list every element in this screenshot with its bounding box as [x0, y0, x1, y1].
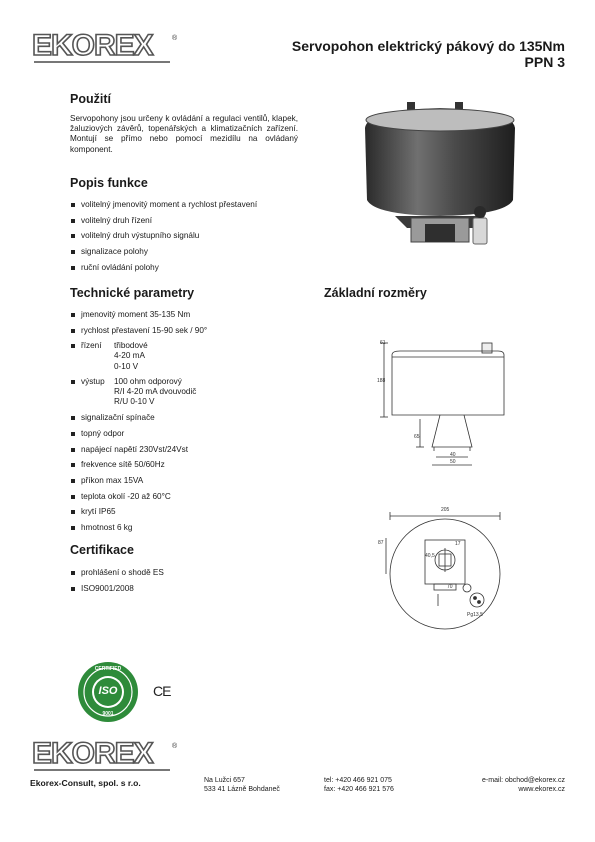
top-dim-width: 205: [441, 507, 450, 513]
side-dim-40: 40: [450, 452, 456, 458]
tech-output-value: R/I 4-20 mA dvouvodič: [114, 387, 197, 397]
footer-logo-text: EKOREX: [32, 737, 153, 770]
side-dim-188: 188: [377, 378, 386, 384]
header-logo-registered: ®: [172, 35, 178, 42]
tech-item-speed: rychlost přestavení 15-90 sek / 90°: [70, 326, 310, 336]
footer-contact: [482, 776, 565, 794]
tech-item: příkon max 15VA: [70, 476, 310, 486]
footer-address-line2: 533 41 Lázně Bohdaneč: [204, 786, 280, 793]
page-title: [292, 38, 565, 70]
function-item: volitelný druh řízení: [70, 216, 310, 226]
iso-badge-top-text: CERTIFIED: [94, 666, 122, 672]
function-list: [70, 200, 310, 278]
side-dim-61: 61: [380, 340, 386, 346]
tech-item: napájecí napětí 230Vst/24Vst: [70, 445, 310, 455]
tech-output-value: R/U 0-10 V: [114, 397, 155, 407]
top-dim-17: 17: [455, 541, 461, 547]
iso-badge-number: 9001: [102, 711, 114, 717]
footer-address-line1: Na Lužci 657: [204, 777, 245, 784]
ce-mark: CE: [153, 683, 171, 699]
iso-badge: [77, 661, 139, 723]
footer-phone: [324, 776, 394, 794]
tech-item: hmotnost 6 kg: [70, 523, 310, 533]
tech-item: frekvence sítě 50/60Hz: [70, 460, 310, 470]
tech-list: [70, 310, 310, 539]
footer-logo-registered: ®: [172, 743, 178, 750]
top-dim-70: 70: [447, 584, 453, 590]
header-logo-text: EKOREX: [32, 29, 153, 62]
dimensions-heading: Základní rozměry: [324, 286, 427, 300]
cert-heading: Certifikace: [70, 543, 134, 557]
tech-item: krytí IP65: [70, 507, 310, 517]
side-dim-65: 65: [414, 434, 420, 440]
header-logo-wordmark: [30, 29, 180, 65]
function-item: volitelný druh výstupního signálu: [70, 231, 310, 241]
function-heading: Popis funkce: [70, 176, 148, 190]
tech-control-value: třibodové: [114, 341, 148, 351]
tech-item-moment: jmenovitý moment 35-135 Nm: [70, 310, 310, 320]
footer-logo: [30, 737, 180, 773]
footer-web-link[interactable]: www.ekorex.cz: [518, 786, 565, 793]
header-logo: [30, 29, 180, 65]
usage-heading: Použití: [70, 92, 111, 106]
tech-heading: Technické parametry: [70, 286, 195, 300]
tech-control-value: 0-10 V: [114, 361, 139, 371]
tech-item-output: [70, 377, 310, 407]
tech-item: signalizační spínače: [70, 413, 310, 423]
footer-company: Ekorex-Consult, spol. s r.o.: [30, 778, 141, 788]
footer-tel: tel: +420 466 921 075: [324, 777, 392, 784]
tech-control-value: 4-20 mA: [114, 351, 145, 361]
title-line-product: Servopohon elektrický pákový do 135Nm: [291, 38, 565, 54]
usage-text: Servopohony jsou určeny k ovládání a regulaci ventilů, klapek, žaluziových závěrů, topenářských a klimatizačních zařízení. Montují se přímo nebo pomocí mezidílu na ovládaný komponent.: [70, 114, 298, 154]
footer-fax: fax: +420 466 921 576: [324, 786, 394, 793]
tech-output-label: výstup: [81, 377, 105, 387]
function-item: signalizace polohy: [70, 247, 310, 257]
top-dim-pg: Pg13,5: [467, 612, 483, 618]
tech-item: teplota okolí -20 až 60°C: [70, 492, 310, 502]
product-photo: [355, 100, 525, 250]
footer-address: [204, 776, 280, 794]
title-line-model: PPN 3: [524, 54, 565, 70]
tech-item-control: [70, 341, 310, 371]
iso-badge-mid-text: ISO: [98, 685, 118, 697]
cert-item: ISO9001/2008: [70, 584, 270, 594]
tech-output-value: 100 ohm odporový: [114, 377, 182, 387]
function-item: volitelný jmenovitý moment a rychlost přestavení: [70, 200, 310, 210]
top-view-drawing: [380, 510, 510, 635]
tech-item: topný odpor: [70, 429, 310, 439]
tech-control-label: řízení: [81, 341, 102, 351]
cert-list: [70, 568, 270, 599]
cert-item: prohlášení o shodě ES: [70, 568, 270, 578]
footer-email-link[interactable]: e-mail: obchod@ekorex.cz: [482, 777, 565, 784]
function-item: ruční ovládání polohy: [70, 263, 310, 273]
side-dim-50: 50: [450, 459, 456, 465]
top-dim-87: 87: [378, 540, 384, 546]
top-dim-40-5: 40,5: [425, 553, 435, 559]
